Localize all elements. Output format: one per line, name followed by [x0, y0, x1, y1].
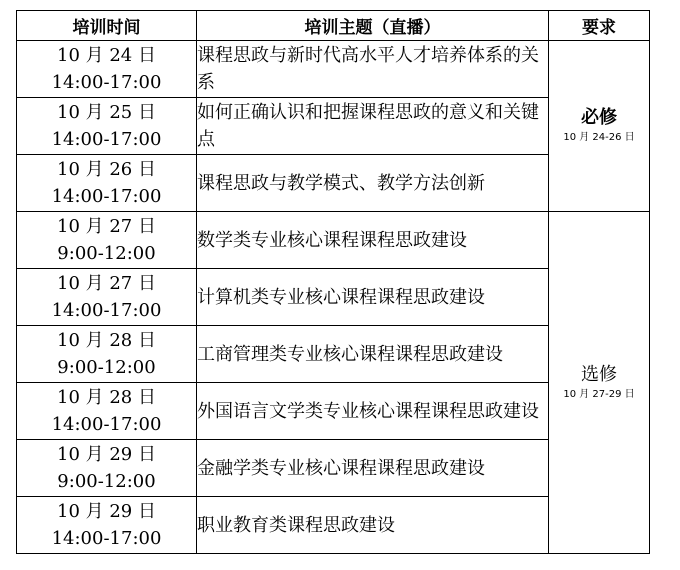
- date-text: 10 月 29 日: [57, 501, 156, 522]
- topic-cell: 工商管理类专业核心课程课程思政建设: [197, 326, 549, 383]
- topic-cell: 课程思政与新时代高水平人才培养体系的关系: [197, 41, 549, 98]
- time-text: 9:00-12:00: [57, 357, 156, 378]
- time-cell: [17, 497, 197, 554]
- table-row: [17, 212, 650, 269]
- topic-cell: 课程思政与教学模式、教学方法创新: [197, 155, 549, 212]
- time-cell: [17, 41, 197, 98]
- time-cell: [17, 383, 197, 440]
- time-cell: [17, 155, 197, 212]
- date-text: 10 月 25 日: [57, 102, 156, 123]
- time-cell: [17, 326, 197, 383]
- elective-label: 选修: [581, 363, 617, 385]
- date-text: 10 月 24 日: [57, 45, 156, 66]
- date-text: 10 月 28 日: [57, 387, 156, 408]
- training-schedule-table: [16, 10, 650, 554]
- topic-cell: 金融学类专业核心课程课程思政建设: [197, 440, 549, 497]
- date-text: 10 月 26 日: [57, 159, 156, 180]
- table-row: [17, 41, 650, 98]
- time-text: 14:00-17:00: [51, 186, 162, 207]
- topic-cell: 数学类专业核心课程课程思政建设: [197, 212, 549, 269]
- date-text: 10 月 29 日: [57, 444, 156, 465]
- time-text: 9:00-12:00: [57, 471, 156, 492]
- time-text: 14:00-17:00: [51, 129, 162, 150]
- time-cell: [17, 98, 197, 155]
- required-cell: [549, 41, 650, 212]
- header-time: 培训时间: [17, 11, 197, 41]
- time-text: 14:00-17:00: [51, 300, 162, 321]
- table-header-row: [17, 11, 650, 41]
- topic-cell: 职业教育类课程思政建设: [197, 497, 549, 554]
- header-topic: 培训主题（直播）: [197, 11, 549, 41]
- topic-cell: 外国语言文学类专业核心课程课程思政建设: [197, 383, 549, 440]
- time-text: 14:00-17:00: [51, 72, 162, 93]
- elective-dates: 10 月 27-29 日: [563, 388, 635, 400]
- required-dates: 10 月 24-26 日: [563, 132, 635, 143]
- topic-cell: 如何正确认识和把握课程思政的意义和关键点: [197, 98, 549, 155]
- date-text: 10 月 28 日: [57, 330, 156, 351]
- required-label: 必修: [581, 107, 617, 128]
- date-text: 10 月 27 日: [57, 216, 156, 237]
- time-text: 9:00-12:00: [57, 243, 156, 264]
- time-text: 14:00-17:00: [51, 528, 162, 549]
- elective-cell: [549, 212, 650, 554]
- date-text: 10 月 27 日: [57, 273, 156, 294]
- time-cell: [17, 269, 197, 326]
- header-requirement: 要求: [549, 11, 650, 41]
- time-cell: [17, 440, 197, 497]
- topic-cell: 计算机类专业核心课程课程思政建设: [197, 269, 549, 326]
- time-cell: [17, 212, 197, 269]
- time-text: 14:00-17:00: [51, 414, 162, 435]
